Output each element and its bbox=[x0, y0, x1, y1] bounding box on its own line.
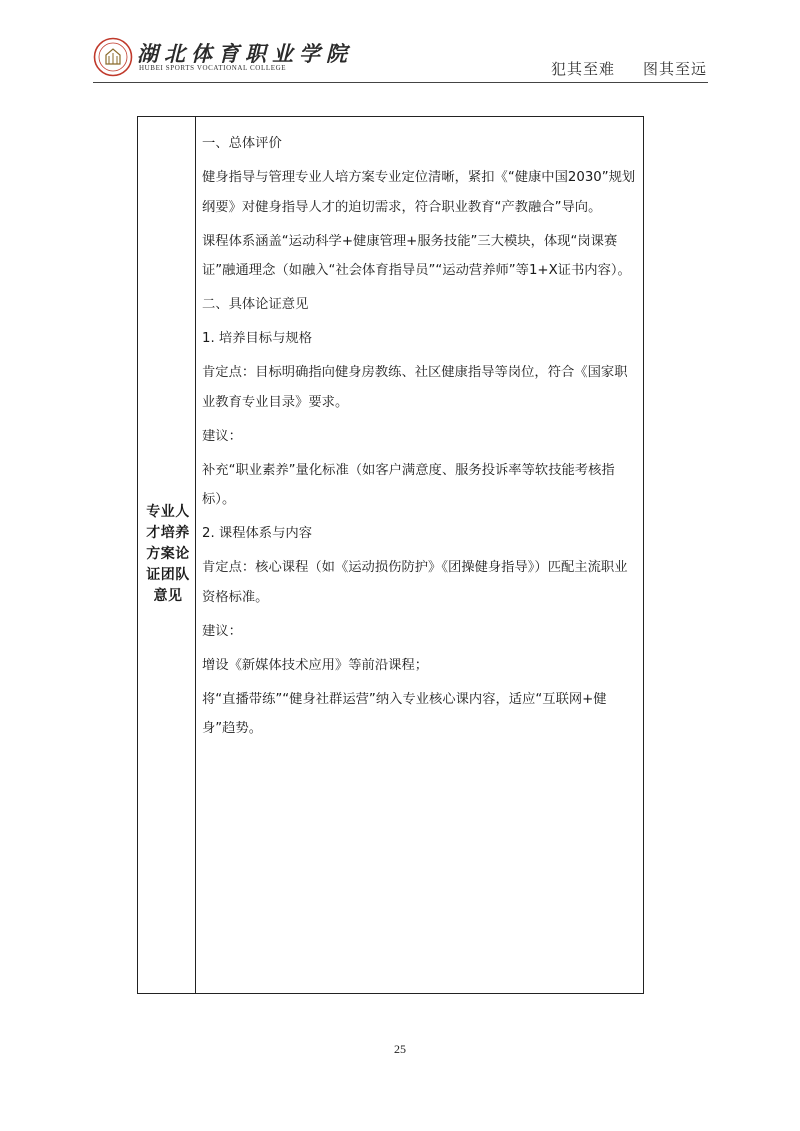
paragraph: 健身指导与管理专业人培方案专业定位清晰，紧扣《“健康中国2030”规划纲要》对健身指导人才的迫切需求，符合职业教育“产教融合”导向。 bbox=[202, 170, 636, 215]
paragraph: 课程体系涵盖“运动科学+健康管理+服务技能”三大模块，体现“岗课赛证”融通理念（如融入“社会体育指导员”“运动营养师”等1+X证书内容）。 bbox=[202, 233, 631, 278]
section-heading-specific: 二、具体论证意见 bbox=[202, 297, 309, 312]
paragraph: 补充“职业素养”量化标准（如客户满意度、服务投诉率等软技能考核指标）。 bbox=[202, 462, 615, 507]
suggestion-label: 建议： bbox=[202, 428, 242, 444]
motto-part-1: 犯其至难 bbox=[550, 60, 615, 78]
motto-part-2: 图其至远 bbox=[642, 60, 707, 78]
opinion-table bbox=[137, 116, 644, 994]
row-label: 专业人才培养方案论证团队意见 bbox=[146, 504, 190, 604]
college-seal-icon bbox=[93, 37, 133, 77]
paragraph: 将“直播带练”“健身社群运营”纳入专业核心课内容，适应“互联网+健身”趋势。 bbox=[202, 691, 607, 736]
label-cell bbox=[138, 117, 196, 993]
section-heading-overall: 一、总体评价 bbox=[202, 136, 282, 151]
header-divider bbox=[93, 82, 708, 83]
suggestion-label: 建议： bbox=[202, 623, 242, 639]
page-number: 25 bbox=[394, 1042, 406, 1056]
opinion-content bbox=[202, 129, 638, 748]
school-name-cn: 湖北体育职业学院 bbox=[137, 41, 353, 66]
motto bbox=[551, 58, 707, 79]
subheading-goals: 1. 培养目标与规格 bbox=[202, 331, 312, 346]
paragraph: 肯定点：核心课程（如《运动损伤防护》《团操健身指导》）匹配主流职业资格标准。 bbox=[202, 560, 628, 605]
subheading-curriculum: 2. 课程体系与内容 bbox=[202, 526, 312, 541]
school-name-en: HUBEI SPORTS VOCATIONAL COLLEGE bbox=[139, 64, 287, 72]
paragraph: 肯定点：目标明确指向健身房教练、社区健康指导等岗位，符合《国家职业教育专业目录》要求。 bbox=[202, 365, 628, 410]
page-header bbox=[0, 0, 800, 80]
paragraph: 增设《新媒体技术应用》等前沿课程； bbox=[202, 657, 429, 673]
